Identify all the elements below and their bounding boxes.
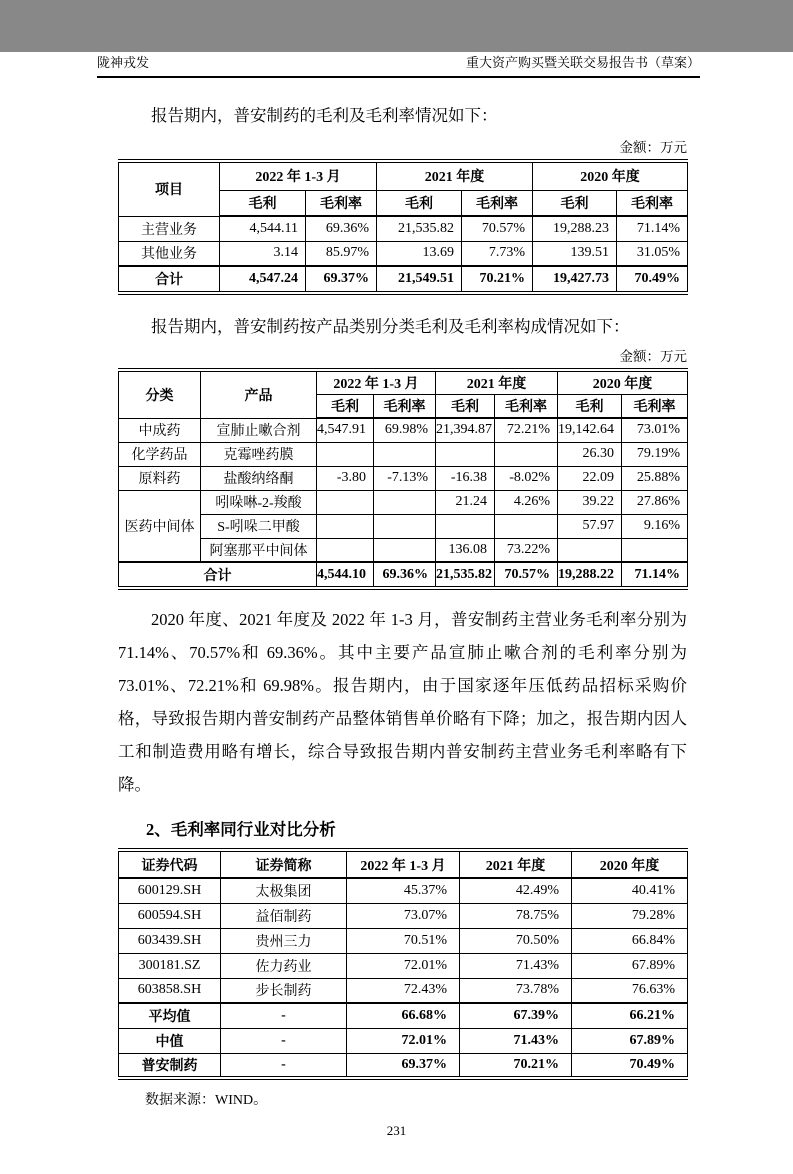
row-label: 中值 <box>119 1028 221 1053</box>
header-cell: 毛利率 <box>622 394 688 418</box>
table-cell: 70.21% <box>460 1053 572 1078</box>
category-cell: 化学药品 <box>119 442 201 466</box>
header-cell: 分类 <box>119 370 201 418</box>
table-cell: - <box>221 1028 347 1053</box>
table-cell: 26.30 <box>558 442 622 466</box>
table-cell: 73.01% <box>622 418 688 442</box>
header-report-title: 重大资产购买暨关联交易报告书（草案） <box>465 55 700 70</box>
table-cell <box>622 538 688 562</box>
table-cell: 70.50% <box>460 928 572 953</box>
table-cell: 70.49% <box>572 1053 688 1078</box>
company-row <box>119 1053 688 1078</box>
table-cell: 67.89% <box>572 953 688 978</box>
table-row <box>119 953 688 978</box>
table-cell: 70.57% <box>495 562 558 588</box>
table-cell: 70.57% <box>462 216 533 241</box>
table-row <box>119 514 688 538</box>
table-cell: 21,394.87 <box>436 418 495 442</box>
table-cell: 45.37% <box>347 878 460 903</box>
table-row <box>119 538 688 562</box>
table-cell <box>495 514 558 538</box>
header-cell: 证券代码 <box>119 850 221 878</box>
row-label: 合计 <box>119 266 220 293</box>
table-cell: 70.51% <box>347 928 460 953</box>
header-cell: 毛利 <box>533 190 617 216</box>
table-cell <box>436 442 495 466</box>
security-code-cell: 300181.SZ <box>119 953 221 978</box>
row-label: 普安制药 <box>119 1053 221 1078</box>
table-cell: 71.14% <box>617 216 688 241</box>
page-number: 231 <box>386 1123 407 1138</box>
table-row <box>119 418 688 442</box>
table-header-row <box>119 850 688 878</box>
table-row <box>119 442 688 466</box>
table-cell: 21.24 <box>436 490 495 514</box>
security-code-cell: 600594.SH <box>119 903 221 928</box>
table-cell: 73.22% <box>495 538 558 562</box>
table-cell: 21,549.51 <box>377 266 462 293</box>
security-code-cell: 603858.SH <box>119 978 221 1003</box>
table-cell: 72.43% <box>347 978 460 1003</box>
security-name-cell: 益佰制药 <box>221 903 347 928</box>
category-cell: 中成药 <box>119 418 201 442</box>
table-cell: 69.36% <box>306 216 377 241</box>
table-cell <box>317 514 374 538</box>
running-header <box>97 52 700 78</box>
table-row <box>119 878 688 903</box>
intro-paragraph-2: 报告期内，普安制药按产品类别分类毛利及毛利率构成情况如下： <box>151 317 630 336</box>
category-cell: 医药中间体 <box>119 490 201 562</box>
table-cell: 66.21% <box>572 1003 688 1028</box>
table-cell: - <box>221 1053 347 1078</box>
product-cell: 宣肺止嗽合剂 <box>201 418 317 442</box>
table-cell <box>374 538 436 562</box>
table-cell: 4.26% <box>495 490 558 514</box>
table-cell <box>374 490 436 514</box>
row-label: 平均值 <box>119 1003 221 1028</box>
table-cell: 67.39% <box>460 1003 572 1028</box>
table-cell: -8.02% <box>495 466 558 490</box>
gross-profit-summary-table <box>118 159 688 295</box>
table-cell <box>317 490 374 514</box>
security-code-cell: 600129.SH <box>119 878 221 903</box>
table-header-row <box>119 161 688 190</box>
header-cell: 毛利率 <box>462 190 533 216</box>
table-cell: 69.37% <box>347 1053 460 1078</box>
table-cell: 78.75% <box>460 903 572 928</box>
table-cell: 71.14% <box>622 562 688 588</box>
analysis-paragraph: 2020 年度、2021 年度及 2022 年 1-3 月，普安制药主营业务毛利率分别为 71.14%、70.57%和 69.36%。其中主要产品宣肺止嗽合剂的毛利率分别为 73.01%、72.21%和 69.98%。报告期内，由于国家逐年压低药品招标采购价格，导致报告期内普安制药产品整体销售单价略有下降；加之，报告期内因人工和制造费用略有增长，综合导致报告期内普安制药主营业务毛利率略有下降。 <box>118 610 687 794</box>
table-cell: 72.01% <box>347 953 460 978</box>
table-cell: 4,547.91 <box>317 418 374 442</box>
product-cell: 盐酸纳络酮 <box>201 466 317 490</box>
product-cell: 吲哚啉-2-羧酸 <box>201 490 317 514</box>
table-cell: 72.01% <box>347 1028 460 1053</box>
table-cell: 79.19% <box>622 442 688 466</box>
table-cell: -16.38 <box>436 466 495 490</box>
table-cell <box>374 514 436 538</box>
header-cell: 毛利率 <box>495 394 558 418</box>
row-label: 其他业务 <box>119 241 220 266</box>
table-cell: 73.07% <box>347 903 460 928</box>
table-cell: 69.37% <box>306 266 377 293</box>
table-cell: 21,535.82 <box>377 216 462 241</box>
product-cell: S-吲哚二甲酸 <box>201 514 317 538</box>
table-cell: 67.89% <box>572 1028 688 1053</box>
header-cell: 2022 年 1-3 月 <box>347 850 460 878</box>
header-cell: 2021 年度 <box>460 850 572 878</box>
unit-label-2: 金额：万元 <box>619 349 687 364</box>
table-cell: 71.43% <box>460 953 572 978</box>
header-cell: 毛利 <box>436 394 495 418</box>
table-cell: 71.43% <box>460 1028 572 1053</box>
table-cell: 21,535.82 <box>436 562 495 588</box>
unit-label-1: 金额：万元 <box>619 140 687 155</box>
table-row <box>119 903 688 928</box>
header-cell: 2020 年度 <box>572 850 688 878</box>
table-cell: 13.69 <box>377 241 462 266</box>
header-cell: 毛利率 <box>306 190 377 216</box>
table-cell: 27.86% <box>622 490 688 514</box>
header-cell: 产品 <box>201 370 317 418</box>
peer-comparison-table <box>118 848 688 1080</box>
table-cell: 139.51 <box>533 241 617 266</box>
security-name-cell: 佐力药业 <box>221 953 347 978</box>
table-cell <box>374 442 436 466</box>
table-cell: 69.98% <box>374 418 436 442</box>
table-cell: 19,142.64 <box>558 418 622 442</box>
row-label: 主营业务 <box>119 216 220 241</box>
security-name-cell: 贵州三力 <box>221 928 347 953</box>
section-heading: 2、毛利率同行业对比分析 <box>146 820 336 839</box>
table-cell: 69.36% <box>374 562 436 588</box>
table-cell: 40.41% <box>572 878 688 903</box>
table-cell: 31.05% <box>617 241 688 266</box>
table-cell: 22.09 <box>558 466 622 490</box>
header-cell: 项目 <box>119 161 220 216</box>
table-cell: 76.63% <box>572 978 688 1003</box>
table-cell <box>436 514 495 538</box>
table-cell: 79.28% <box>572 903 688 928</box>
table-row <box>119 928 688 953</box>
table-cell: -7.13% <box>374 466 436 490</box>
table-cell: 19,288.23 <box>533 216 617 241</box>
table-cell: 73.78% <box>460 978 572 1003</box>
table-cell: 70.21% <box>462 266 533 293</box>
table-row <box>119 466 688 490</box>
table-total-row <box>119 266 688 293</box>
table-cell: 4,547.24 <box>220 266 306 293</box>
security-code-cell: 603439.SH <box>119 928 221 953</box>
header-cell: 毛利 <box>558 394 622 418</box>
header-cell: 2022 年 1-3 月 <box>220 161 377 190</box>
security-name-cell: 太极集团 <box>221 878 347 903</box>
header-cell: 2020 年度 <box>558 370 688 394</box>
table-total-row <box>119 562 688 588</box>
table-cell: 4,544.10 <box>317 562 374 588</box>
table-cell <box>317 538 374 562</box>
table-cell: 72.21% <box>495 418 558 442</box>
table-cell: - <box>221 1003 347 1028</box>
table-cell: 39.22 <box>558 490 622 514</box>
data-source-note: 数据来源：WIND。 <box>145 1093 268 1108</box>
table-cell: 85.97% <box>306 241 377 266</box>
table-header-row <box>119 370 688 394</box>
table-row <box>119 216 688 241</box>
table-cell <box>558 538 622 562</box>
header-cell: 2021 年度 <box>436 370 558 394</box>
median-row <box>119 1028 688 1053</box>
table-row <box>119 978 688 1003</box>
header-cell: 毛利 <box>317 394 374 418</box>
product-cell: 克霉唑药膜 <box>201 442 317 466</box>
table-cell <box>317 442 374 466</box>
page-content <box>118 102 687 1109</box>
intro-paragraph-1: 报告期内，普安制药的毛利及毛利率情况如下： <box>151 106 498 125</box>
table-cell: 4,544.11 <box>220 216 306 241</box>
header-cell: 毛利 <box>377 190 462 216</box>
table-cell: 42.49% <box>460 878 572 903</box>
table-cell: 66.68% <box>347 1003 460 1028</box>
gross-profit-by-product-table <box>118 368 688 590</box>
table-cell: 57.97 <box>558 514 622 538</box>
table-cell: 19,288.22 <box>558 562 622 588</box>
table-cell: 66.84% <box>572 928 688 953</box>
table-cell: -3.80 <box>317 466 374 490</box>
header-company-name: 陇神戎发 <box>97 55 150 70</box>
security-name-cell: 步长制药 <box>221 978 347 1003</box>
table-cell: 3.14 <box>220 241 306 266</box>
header-cell: 证券简称 <box>221 850 347 878</box>
header-cell: 毛利 <box>220 190 306 216</box>
table-cell <box>495 442 558 466</box>
row-label: 合计 <box>119 562 317 588</box>
header-cell: 2022 年 1-3 月 <box>317 370 436 394</box>
table-row <box>119 490 688 514</box>
report-page <box>0 52 793 1174</box>
header-cell: 2020 年度 <box>533 161 688 190</box>
table-cell: 136.08 <box>436 538 495 562</box>
table-row <box>119 241 688 266</box>
table-cell: 25.88% <box>622 466 688 490</box>
header-cell: 2021 年度 <box>377 161 533 190</box>
table-cell: 7.73% <box>462 241 533 266</box>
category-cell: 原料药 <box>119 466 201 490</box>
product-cell: 阿塞那平中间体 <box>201 538 317 562</box>
header-cell: 毛利率 <box>617 190 688 216</box>
average-row <box>119 1003 688 1028</box>
table-cell: 9.16% <box>622 514 688 538</box>
header-cell: 毛利率 <box>374 394 436 418</box>
table-cell: 19,427.73 <box>533 266 617 293</box>
table-cell: 70.49% <box>617 266 688 293</box>
